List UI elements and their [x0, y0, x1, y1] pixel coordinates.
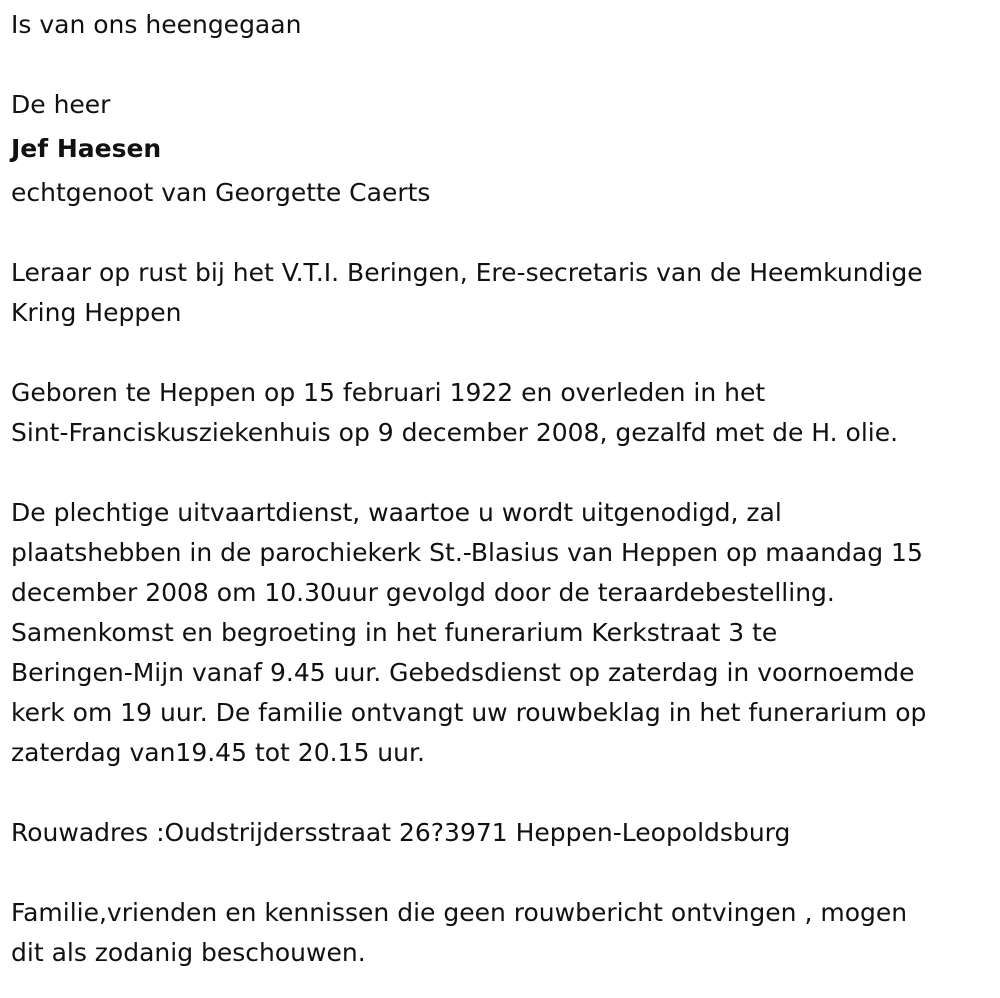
paragraph-line: dit als zodanig beschouwen. [11, 938, 366, 967]
spacer [11, 853, 996, 893]
spacer [11, 213, 996, 253]
birth-death-paragraph [11, 373, 996, 453]
paragraph-line: Beringen-Mijn vanaf 9.45 uur. Gebedsdienst op zaterdag in voornoemde [11, 658, 915, 687]
paragraph-line: Leraar op rust bij het V.T.I. Beringen, Ere-secretaris van de Heemkundige [11, 258, 923, 287]
paragraph-line: Samenkomst en begroeting in het funerarium Kerkstraat 3 te [11, 618, 778, 647]
paragraph-line: plaatshebben in de parochiekerk St.-Blasius van Heppen op maandag 15 [11, 538, 923, 567]
spouse-text: echtgenoot van Georgette Caerts [11, 178, 431, 207]
paragraph-line: De plechtige uitvaartdienst, waartoe u wordt uitgenodigd, zal [11, 498, 782, 527]
deceased-name: Jef Haesen [11, 134, 162, 163]
occupation-paragraph [11, 253, 996, 333]
spacer [11, 333, 996, 373]
spacer [11, 453, 996, 493]
spacer [11, 45, 996, 85]
address-text: Rouwadres :Oudstrijdersstraat 26?3971 Heppen-Leopoldsburg [11, 818, 791, 847]
funeral-paragraph [11, 493, 996, 773]
paragraph-line: Kring Heppen [11, 298, 182, 327]
paragraph-line: Geboren te Heppen op 15 februari 1922 en overleden in het [11, 378, 766, 407]
obituary-document [11, 5, 996, 973]
salutation-text: De heer [11, 90, 111, 119]
paragraph-line: Sint-Franciskusziekenhuis op 9 december 2008, gezalfd met de H. olie. [11, 418, 899, 447]
paragraph-line: Familie,vrienden en kennissen die geen rouwbericht ontvingen , mogen [11, 898, 908, 927]
paragraph-line: zaterdag van19.45 tot 20.15 uur. [11, 738, 425, 767]
spacer [11, 773, 996, 813]
closing-paragraph [11, 893, 996, 973]
paragraph-line: december 2008 om 10.30uur gevolgd door de teraardebestelling. [11, 578, 835, 607]
paragraph-line: kerk om 19 uur. De familie ontvangt uw rouwbeklag in het funerarium op [11, 698, 927, 727]
intro-text: Is van ons heengegaan [11, 10, 302, 39]
